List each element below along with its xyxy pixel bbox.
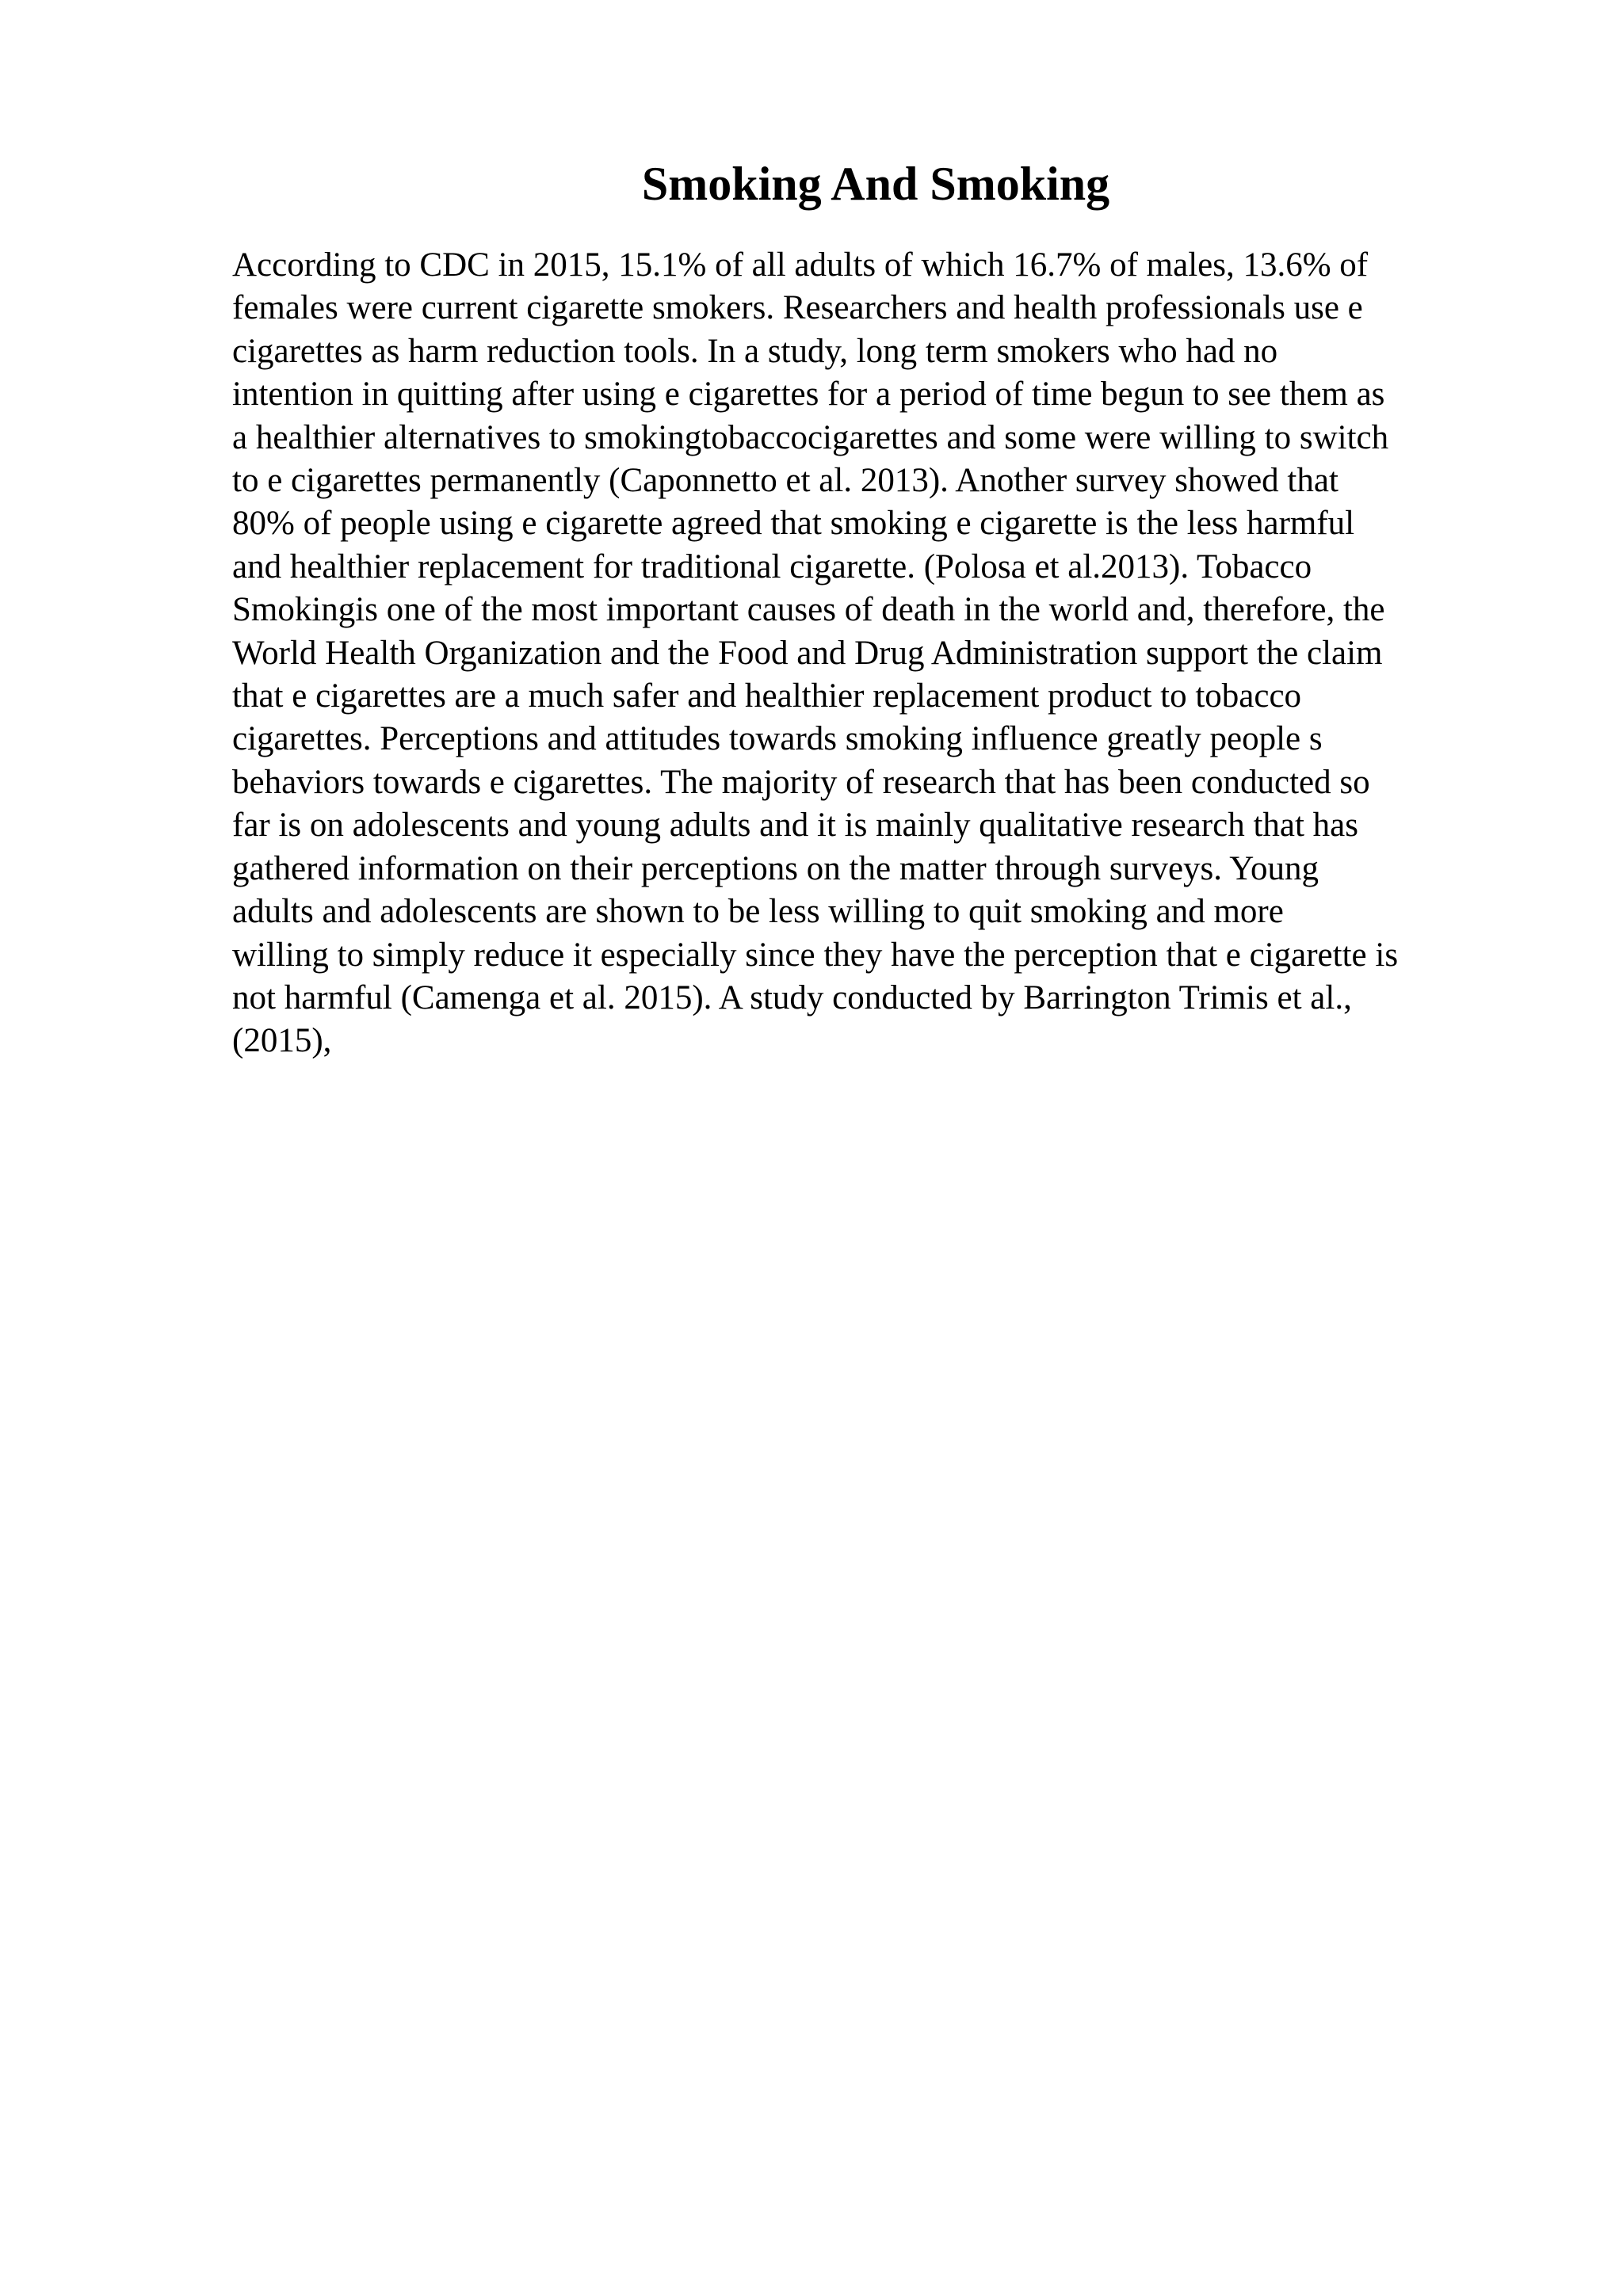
text-line: to e cigarettes permanently (Caponnetto et al. 2013). Another survey showed that <box>232 462 1338 500</box>
text-line: World Health Organization and the Food and Drug Administration support the claim <box>232 634 1383 672</box>
text-line: adults and adolescents are shown to be less willing to quit smoking and more <box>232 893 1284 931</box>
text-line: intention in quitting after using e cigarettes for a period of time begun to see them as <box>232 376 1385 414</box>
text-line: (2015), <box>232 1022 332 1060</box>
text-line: Smokingis one of the most important causes of death in the world and, therefore, the <box>232 591 1385 629</box>
text-line: According to CDC in 2015, 15.1% of all adults of which 16.7% of males, 13.6% of <box>232 246 1369 284</box>
text-line: a healthier alternatives to smokingtobaccocigarettes and some were willing to switch <box>232 418 1389 456</box>
text-line: cigarettes. Perceptions and attitudes towards smoking influence greatly people s <box>232 720 1323 758</box>
text-line: that e cigarettes are a much safer and healthier replacement product to tobacco <box>232 677 1302 715</box>
text-line: females were current cigarette smokers. Researchers and health professionals use e <box>232 289 1363 327</box>
text-line: not harmful (Camenga et al. 2015). A study conducted by Barrington Trimis et al., <box>232 978 1352 1016</box>
text-line: cigarettes as harm reduction tools. In a study, long term smokers who had no <box>232 332 1278 370</box>
text-line: far is on adolescents and young adults and it is mainly qualitative research that has <box>232 807 1358 845</box>
text-line: willing to simply reduce it especially since they have the perception that e cigarette is <box>232 936 1399 974</box>
text-line: and healthier replacement for traditional cigarette. (Polosa et al.2013). Tobacco <box>232 547 1312 585</box>
body-paragraph <box>232 244 1516 1063</box>
text-line: 80% of people using e cigarette agreed that smoking e cigarette is the less harmful <box>232 505 1355 543</box>
text-line: gathered information on their perceptions on the matter through surveys. Young <box>232 849 1319 887</box>
document-title: Smoking And Smoking <box>641 158 1110 210</box>
text-line: behaviors towards e cigarettes. The majority of research that has been conducted so <box>232 763 1370 801</box>
